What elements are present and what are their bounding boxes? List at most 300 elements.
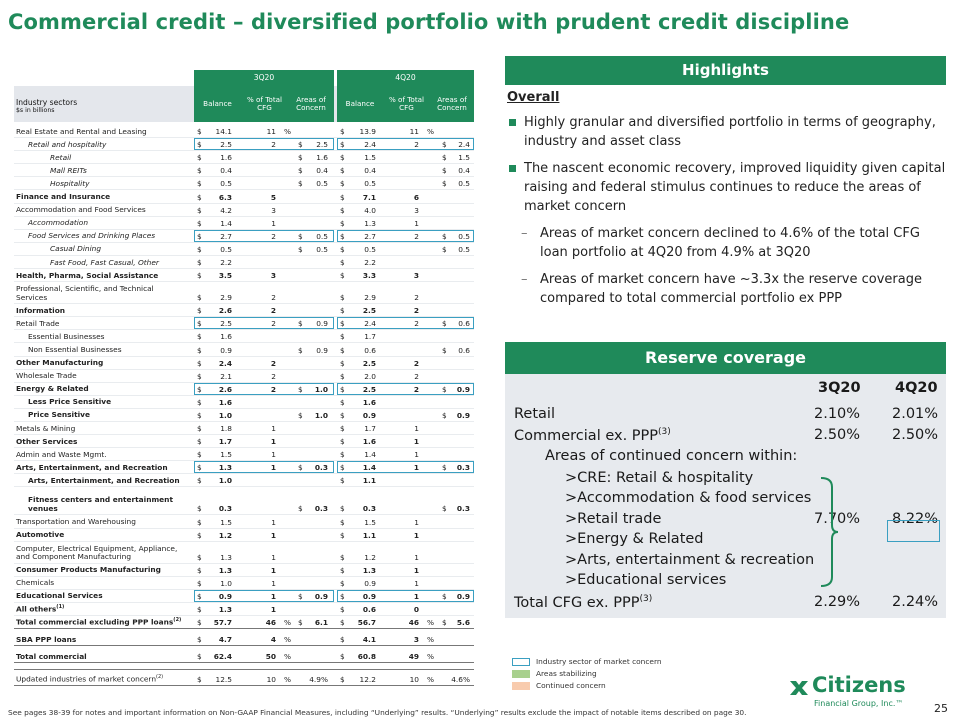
currency-symbol: $	[197, 192, 202, 202]
reserve-coverage-panel	[505, 374, 946, 618]
highlights-header: Highlights	[505, 56, 946, 85]
currency-symbol: $	[340, 552, 345, 562]
table-row	[14, 422, 474, 435]
row-label-text: Total commercial excluding PPP loans	[16, 617, 174, 627]
row-label-text: Essential Businesses	[28, 331, 105, 341]
table-row	[14, 177, 474, 190]
column-separator	[334, 204, 337, 216]
currency-symbol: $	[197, 153, 202, 163]
row-label-text: Retail and hospitality	[28, 139, 107, 149]
currency-symbol: $	[340, 358, 345, 368]
column-separator	[334, 629, 337, 645]
currency-symbol: $	[298, 463, 303, 473]
highlight-bullet: The nascent economic recovery, improved liquidity given capital raising and federal stimulus continues to reduce the areas of market concern	[507, 159, 947, 216]
currency-symbol: $	[442, 244, 447, 254]
currency-symbol: $	[340, 293, 345, 303]
currency-symbol: $	[197, 517, 202, 527]
areas-4q20: 1.5	[458, 153, 470, 163]
currency-symbol: $	[298, 231, 303, 241]
currency-symbol: $	[340, 476, 345, 486]
currency-symbol: $	[298, 166, 303, 176]
currency-symbol: $	[197, 179, 202, 189]
reserve-value: 2.50%	[892, 427, 939, 443]
row-label	[28, 346, 198, 355]
balance-3q20: 1.0	[220, 578, 232, 588]
balance-4q20: 1.3	[364, 218, 376, 228]
balance-4q20: 12.2	[359, 675, 376, 685]
column-separator	[334, 125, 337, 137]
header-pct-4q20: % of Total CFG	[388, 94, 425, 112]
row-label	[28, 477, 198, 486]
currency-symbol: $	[298, 244, 303, 254]
citizens-logo	[788, 673, 908, 713]
balance-3q20: 0.9	[218, 591, 232, 601]
column-separator	[334, 577, 337, 589]
balance-4q20: 3.3	[362, 271, 376, 281]
balance-4q20: 2.5	[362, 384, 376, 394]
currency-symbol: $	[197, 205, 202, 215]
row-label-text: Chemicals	[16, 578, 55, 588]
row-label	[16, 566, 186, 575]
balance-4q20: 1.6	[362, 397, 376, 407]
pct-3q20: 2	[270, 306, 276, 316]
currency-symbol: $	[197, 371, 202, 381]
row-label	[50, 167, 220, 176]
column-separator	[334, 396, 337, 408]
row-label-text: Arts, Entertainment, and Recreation	[16, 462, 168, 472]
currency-symbol: $	[197, 530, 202, 540]
footnote-marker: (3)	[639, 594, 653, 604]
table-body	[14, 125, 474, 686]
column-separator	[334, 515, 337, 527]
legend-item	[512, 669, 662, 681]
currency-symbol: $	[340, 140, 345, 150]
table-row	[14, 616, 474, 629]
currency-symbol: $	[197, 450, 202, 460]
pct-4q20: 1	[414, 552, 419, 562]
table-row	[14, 217, 474, 230]
row-label-text: Accommodation	[28, 218, 89, 228]
currency-symbol: $	[442, 179, 447, 189]
pct-3q20: 1	[270, 605, 276, 614]
reserve-value: 2.10%	[814, 406, 861, 422]
header-sector-label: Industry sectors	[16, 98, 78, 107]
header-pct-3q20: % of Total CFG	[246, 94, 283, 112]
column-separator	[334, 461, 337, 473]
areas-3q20: 0.4	[316, 166, 328, 176]
pct-3q20: 46	[265, 618, 276, 628]
balance-4q20: 4.0	[364, 205, 376, 215]
row-label	[16, 579, 186, 588]
table-row	[14, 515, 474, 528]
balance-3q20: 2.2	[220, 258, 232, 268]
currency-symbol: $	[298, 504, 303, 514]
reserve-area-item	[505, 490, 946, 510]
balance-4q20: 1.4	[364, 450, 376, 460]
currency-symbol: $	[340, 530, 345, 540]
percent-sign: %	[427, 127, 435, 137]
currency-symbol: $	[340, 371, 345, 381]
balance-4q20: 1.5	[364, 517, 376, 527]
footnote-marker: (2)	[156, 674, 164, 681]
currency-symbol: $	[442, 384, 447, 394]
balance-3q20: 0.5	[220, 244, 232, 254]
currency-symbol: $	[298, 591, 303, 601]
currency-symbol: $	[197, 345, 202, 355]
currency-symbol: $	[442, 618, 447, 628]
row-label	[16, 451, 186, 460]
pct-4q20: 3	[413, 635, 419, 645]
period-header-4q20: 4Q20	[337, 70, 474, 86]
pct-3q20: 1	[271, 424, 276, 434]
column-separator	[334, 529, 337, 541]
highlight-bullet: Highly granular and diversified portfolio in terms of geography, industry and asset class	[507, 113, 947, 151]
areas-3q20: 6.1	[314, 618, 328, 628]
row-label	[50, 259, 220, 268]
balance-3q20: 62.4	[213, 652, 232, 662]
currency-symbol: $	[197, 140, 202, 150]
table-row	[14, 590, 474, 603]
row-label-text: Real Estate and Rental and Leasing	[16, 126, 147, 136]
areas-4q20: 0.6	[458, 345, 470, 355]
row-label-text: SBA PPP loans	[16, 634, 77, 644]
row-label	[16, 193, 186, 202]
row-label	[16, 605, 186, 614]
balance-3q20: 1.6	[220, 153, 232, 163]
pct-4q20: 2	[414, 319, 419, 329]
column-separator	[334, 542, 337, 563]
reserve-area-text: >Accommodation & food services	[565, 490, 812, 506]
column-separator	[334, 370, 337, 382]
header-areas-4q20: Areas of Concern	[437, 94, 467, 112]
reserve-row-total	[505, 594, 946, 614]
column-separator	[334, 138, 337, 150]
pct-4q20: 49	[408, 652, 419, 662]
footnote-marker: (2)	[173, 617, 182, 624]
table-row	[14, 383, 474, 396]
areas-4q20: 2.4	[458, 140, 470, 150]
reserve-areas-label: Areas of continued concern within:	[545, 448, 798, 464]
row-label-text: Hospitality	[50, 178, 90, 188]
currency-symbol: $	[197, 675, 202, 685]
row-label	[16, 359, 186, 368]
balance-4q20: 0.5	[364, 244, 376, 254]
row-label	[16, 425, 186, 434]
balance-3q20: 2.4	[218, 358, 232, 368]
pct-3q20: 1	[271, 517, 276, 527]
percent-sign: %	[427, 635, 435, 645]
areas-3q20: 0.9	[316, 345, 328, 355]
column-separator	[334, 435, 337, 447]
row-label-text: Transportation and Warehousing	[16, 517, 136, 527]
reserve-area-item	[505, 511, 946, 531]
column-separator	[334, 409, 337, 421]
row-label	[16, 385, 186, 394]
currency-symbol: $	[442, 504, 447, 514]
areas-4q20: 0.3	[456, 504, 470, 514]
pct-4q20: 11	[409, 127, 419, 137]
table-row	[14, 138, 474, 151]
table-row	[14, 243, 474, 256]
percent-sign: %	[284, 635, 292, 645]
pct-3q20: 2	[271, 293, 276, 303]
balance-4q20: 4.1	[362, 635, 376, 645]
reserve-row-commercial	[505, 427, 946, 447]
row-label-text: Consumer Products Manufacturing	[16, 565, 161, 575]
column-separator	[334, 646, 337, 662]
balance-3q20: 1.5	[220, 450, 232, 460]
row-label-text: Casual Dining	[50, 244, 102, 254]
balance-3q20: 1.7	[218, 437, 232, 447]
balance-3q20: 3.5	[218, 271, 232, 281]
row-label	[16, 285, 186, 302]
column-separator	[334, 164, 337, 176]
balance-4q20: 60.8	[357, 652, 376, 662]
row-label	[16, 206, 186, 215]
balance-4q20: 7.1	[362, 192, 376, 202]
column-separator	[334, 487, 337, 514]
page-number: 25	[934, 702, 948, 715]
pct-4q20: 1	[413, 437, 419, 447]
citizens-logo-icon	[788, 677, 810, 699]
column-separator	[334, 590, 337, 602]
currency-symbol: $	[340, 463, 345, 473]
currency-symbol: $	[197, 319, 202, 329]
reserve-value: 2.29%	[814, 594, 861, 610]
balance-3q20: 2.9	[220, 293, 232, 303]
reserve-area-text: >Retail trade	[565, 511, 662, 527]
table-row	[14, 669, 474, 686]
row-label-text: Automotive	[16, 530, 65, 540]
currency-symbol: $	[197, 127, 202, 137]
highlights-subheading: Overall	[507, 90, 560, 105]
row-label-text: Updated industries of market concern	[16, 674, 157, 684]
currency-symbol: $	[298, 384, 303, 394]
table-row	[14, 282, 474, 304]
currency-symbol: $	[340, 332, 345, 342]
currency-symbol: $	[197, 218, 202, 228]
market-concern-outline	[194, 230, 334, 242]
row-label-text: Computer, Electrical Equipment, Appliance, and Component Manufacturing	[16, 543, 178, 562]
reserve-area-text: >CRE: Retail & hospitality	[565, 470, 754, 486]
market-concern-outline	[337, 230, 474, 242]
pct-3q20: 2	[271, 371, 276, 381]
areas-4q20: 0.5	[458, 231, 470, 241]
grouping-bracket	[820, 477, 838, 587]
table-row	[14, 269, 474, 282]
areas-3q20: 1.0	[314, 410, 328, 420]
balance-4q20: 1.2	[364, 552, 376, 562]
balance-4q20: 2.2	[364, 258, 376, 268]
legend	[512, 657, 662, 693]
balance-3q20: 1.3	[218, 463, 232, 473]
pct-3q20: 1	[270, 530, 276, 540]
column-separator	[334, 564, 337, 576]
legend-swatch	[512, 682, 530, 690]
row-label	[16, 518, 186, 527]
row-label-text: Fast Food, Fast Casual, Other	[50, 257, 159, 267]
row-label	[16, 372, 186, 381]
areas-3q20: 4.9%	[309, 675, 328, 685]
balance-3q20: 1.3	[220, 552, 232, 562]
pct-3q20: 1	[271, 218, 276, 228]
reserve-label	[514, 594, 652, 611]
areas-4q20: 0.9	[456, 410, 470, 420]
balance-3q20: 4.7	[218, 635, 232, 645]
table-row	[14, 164, 474, 177]
row-label	[16, 128, 186, 137]
row-label-text: Less Price Sensitive	[28, 397, 112, 407]
balance-4q20: 0.9	[364, 578, 376, 588]
balance-4q20: 2.5	[362, 358, 376, 368]
currency-symbol: $	[197, 463, 202, 473]
currency-symbol: $	[197, 166, 202, 176]
currency-symbol: $	[197, 306, 202, 316]
currency-symbol: $	[197, 552, 202, 562]
areas-3q20: 1.0	[314, 384, 328, 394]
column-separator	[334, 603, 337, 615]
legend-item	[512, 657, 662, 669]
balance-3q20: 2.1	[220, 371, 232, 381]
footnote: See pages 38-39 for notes and important information on Non-GAAP Financial Measures, including “Underlying” results. “Underlying” results exclude the impact of notable items described on page 30.	[8, 708, 747, 717]
period-header-3q20: 3Q20	[194, 70, 334, 86]
pct-3q20: 11	[266, 127, 276, 137]
column-separator	[334, 269, 337, 281]
currency-symbol: $	[298, 618, 303, 628]
pct-3q20: 5	[270, 192, 276, 202]
currency-symbol: $	[340, 410, 345, 420]
row-label	[50, 245, 220, 254]
currency-symbol: $	[340, 179, 345, 189]
pct-4q20: 1	[414, 218, 419, 228]
balance-4q20: 0.5	[364, 179, 376, 189]
currency-symbol: $	[197, 635, 202, 645]
row-label-text: Information	[16, 305, 66, 315]
currency-symbol: $	[298, 345, 303, 355]
row-label	[28, 333, 198, 342]
column-separator	[334, 670, 337, 685]
currency-symbol: $	[442, 166, 447, 176]
balance-4q20: 2.4	[364, 319, 376, 329]
row-label-text: Energy & Related	[16, 384, 89, 394]
table-row	[14, 370, 474, 383]
row-label	[16, 464, 186, 473]
table-row	[14, 230, 474, 243]
row-label	[16, 636, 186, 645]
pct-4q20: 6	[413, 192, 419, 202]
percent-sign: %	[284, 675, 292, 685]
table-row	[14, 409, 474, 422]
reserve-value: 2.01%	[892, 406, 939, 422]
highlight-box-8-22	[887, 520, 940, 542]
market-concern-outline	[337, 590, 474, 602]
balance-3q20: 0.3	[218, 504, 232, 514]
currency-symbol: $	[340, 127, 345, 137]
currency-symbol: $	[197, 565, 202, 575]
table-row	[14, 435, 474, 448]
pct-3q20: 50	[265, 652, 276, 662]
table-row	[14, 125, 474, 138]
currency-symbol: $	[197, 437, 202, 447]
currency-symbol: $	[442, 463, 447, 473]
row-label	[16, 531, 186, 540]
balance-4q20: 0.9	[362, 410, 376, 420]
legend-swatch	[512, 658, 530, 666]
legend-swatch	[512, 670, 530, 678]
currency-symbol: $	[340, 578, 345, 588]
currency-symbol: $	[340, 517, 345, 527]
areas-4q20: 0.4	[458, 166, 470, 176]
legend-item	[512, 681, 662, 693]
balance-4q20: 0.6	[362, 605, 376, 614]
currency-symbol: $	[442, 319, 447, 329]
currency-symbol: $	[298, 153, 303, 163]
areas-3q20: 0.5	[316, 179, 328, 189]
currency-symbol: $	[442, 591, 447, 601]
areas-3q20: 0.9	[316, 319, 328, 329]
row-label	[16, 545, 186, 562]
row-label	[28, 219, 198, 228]
currency-symbol: $	[197, 618, 202, 628]
reserve-col-3q20: 3Q20	[818, 380, 861, 396]
row-label-text: Fitness centers and entertainment venues	[28, 495, 173, 513]
currency-symbol: $	[197, 652, 202, 662]
balance-4q20: 1.7	[364, 424, 376, 434]
pct-4q20: 2	[414, 231, 419, 241]
header-areas-3q20: Areas of Concern	[296, 94, 326, 112]
percent-sign: %	[284, 618, 292, 628]
areas-4q20: 5.6	[456, 618, 470, 628]
table-row	[14, 564, 474, 577]
reserve-area-text: >Energy & Related	[565, 531, 704, 547]
areas-4q20: 0.9	[456, 384, 470, 394]
footnote-marker: (1)	[56, 604, 65, 611]
balance-3q20: 1.6	[218, 397, 232, 407]
market-concern-outline	[194, 383, 334, 395]
pct-4q20: 2	[414, 293, 419, 303]
balance-3q20: 0.5	[220, 179, 232, 189]
market-concern-outline	[194, 461, 334, 473]
reserve-coverage-header: Reserve coverage	[505, 342, 946, 374]
row-label-text: Accommodation and Food Services	[16, 205, 146, 215]
table-row	[14, 396, 474, 409]
column-separator	[334, 317, 337, 329]
row-label-text: Retail	[50, 152, 72, 162]
row-label-text: Food Services and Drinking Places	[28, 231, 156, 241]
balance-4q20: 2.0	[364, 371, 376, 381]
balance-4q20: 1.3	[362, 565, 376, 575]
row-label	[16, 675, 186, 684]
areas-4q20: 0.6	[458, 319, 470, 329]
table-row	[14, 629, 474, 646]
currency-symbol: $	[340, 345, 345, 355]
currency-symbol: $	[197, 384, 202, 394]
areas-3q20: 0.3	[314, 463, 328, 473]
page-title: Commercial credit – diversified portfolio with prudent credit discipline	[8, 10, 850, 34]
percent-sign: %	[427, 675, 435, 685]
pct-3q20: 10	[266, 675, 276, 685]
currency-symbol: $	[340, 218, 345, 228]
balance-3q20: 1.5	[220, 517, 232, 527]
pct-3q20: 1	[270, 463, 276, 473]
currency-symbol: $	[197, 258, 202, 268]
reserve-areas-heading	[505, 448, 946, 468]
header-balance-3q20: Balance	[203, 98, 232, 108]
balance-3q20: 1.6	[220, 332, 232, 342]
row-label-text: Arts, Entertainment, and Recreation	[28, 475, 180, 485]
balance-4q20: 1.1	[362, 530, 376, 540]
currency-symbol: $	[442, 153, 447, 163]
